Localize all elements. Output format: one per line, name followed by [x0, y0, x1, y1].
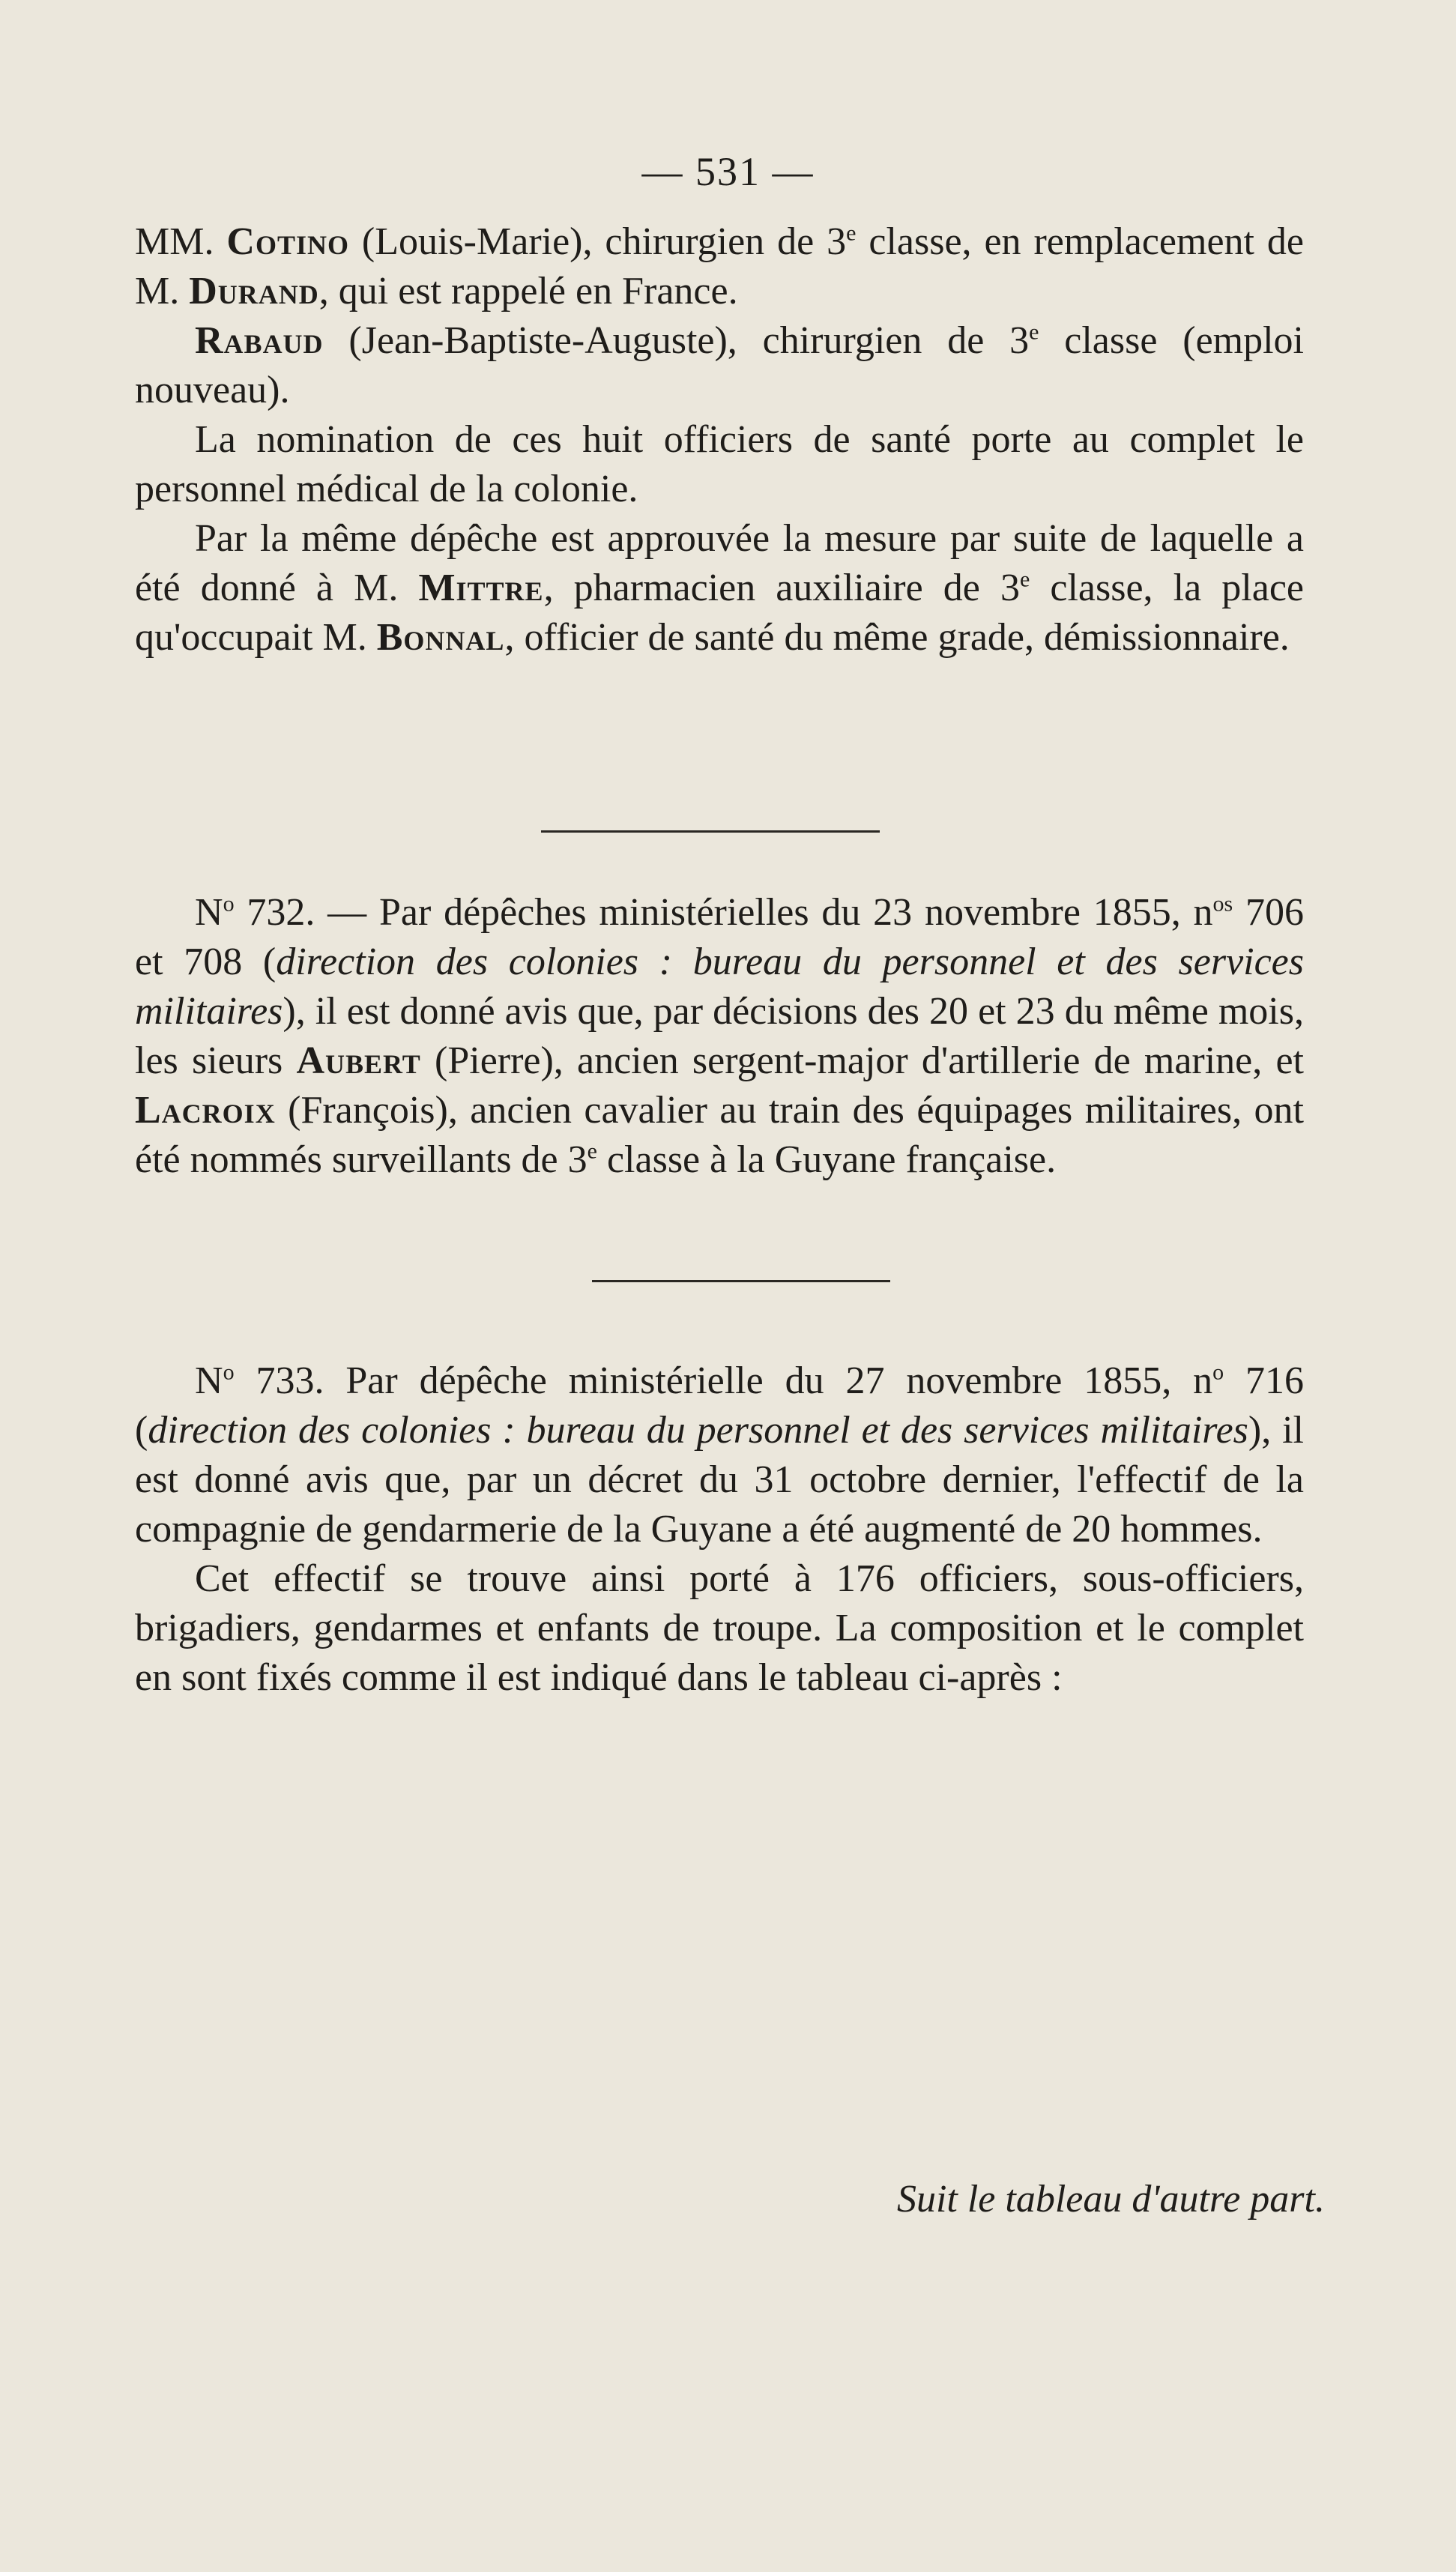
name-bonnal: Bonnal: [376, 616, 505, 659]
name-lacroix: Lacroix: [135, 1089, 276, 1132]
name-durand: Durand: [189, 270, 319, 313]
paragraph-rabaud: Rabaud (Jean-Baptiste-Auguste), chirurgien de 3e classe (emploi nouveau).: [135, 319, 1304, 411]
name-aubert: Aubert: [296, 1039, 421, 1082]
paragraph-effectif: Cet effectif se trouve ainsi porté à 176 officiers, sous-officiers, brigadiers, gendarmes et enfants de troupe. La composition et le complet en sont fixés comme il est indiqué dans le tableau ci-après :: [135, 1557, 1304, 1699]
name-mittre: Mittre: [418, 567, 544, 609]
footer-caption: Suit le tableau d'autre part.: [896, 2178, 1325, 2221]
name-rabaud: Rabaud: [195, 319, 324, 362]
paragraph-depeche: Par la même dépêche est approuvée la mesure par suite de laquelle a été donné à M. Mittre, pharmacien auxiliaire de 3e classe, la place qu'occupait M. Bonnal, officier de santé du même grade, démissionnaire.: [135, 517, 1304, 659]
paragraph-732: $N^o$ 732. — Par dépêches ministérielles du 23 novembre 1855, $n^{os}$ 706 et 708 (direction des colonies : bureau du personnel et des services militaires), il est donné avis que, par décisions des 20 et 23 du même mois, les sieurs Aubert (Pierre), ancien sergent-major d'artillerie de marine, et Lacroix (François), ancien cavalier au train des équipages militaires, ont été nommés surveillants de 3e classe à la Guyane française.: [135, 891, 1305, 1181]
paragraph-nomination: La nomination de ces huit officiers de santé porte au complet le personnel médical de la colonie.: [135, 418, 1304, 510]
paragraph-cotino: MM. Cotino (Louis-Marie), chirurgien de 3e classe, en remplacement de M. Durand, qui est rappelé en France.: [135, 220, 1304, 313]
divider-rule-2: [592, 1280, 890, 1282]
section-personnel: [135, 217, 1304, 662]
paragraph-733: $N^o$ 733. Par dépêche ministérielle du 27 novembre 1855, $n^o$ 716 (direction des colonies : bureau du personnel et des services militaires), il est donné avis que, par un décret du 31 octobre dernier, l'effectif de la compagnie de gendarmerie de la Guyane a été augmenté de 20 hommes.: [135, 1359, 1305, 1551]
page-number: — 531 —: [641, 149, 815, 194]
section-733: [135, 1356, 1304, 1703]
divider-rule-1: [541, 830, 880, 833]
section-732: [135, 888, 1304, 1185]
name-cotino: Cotino: [226, 220, 349, 263]
